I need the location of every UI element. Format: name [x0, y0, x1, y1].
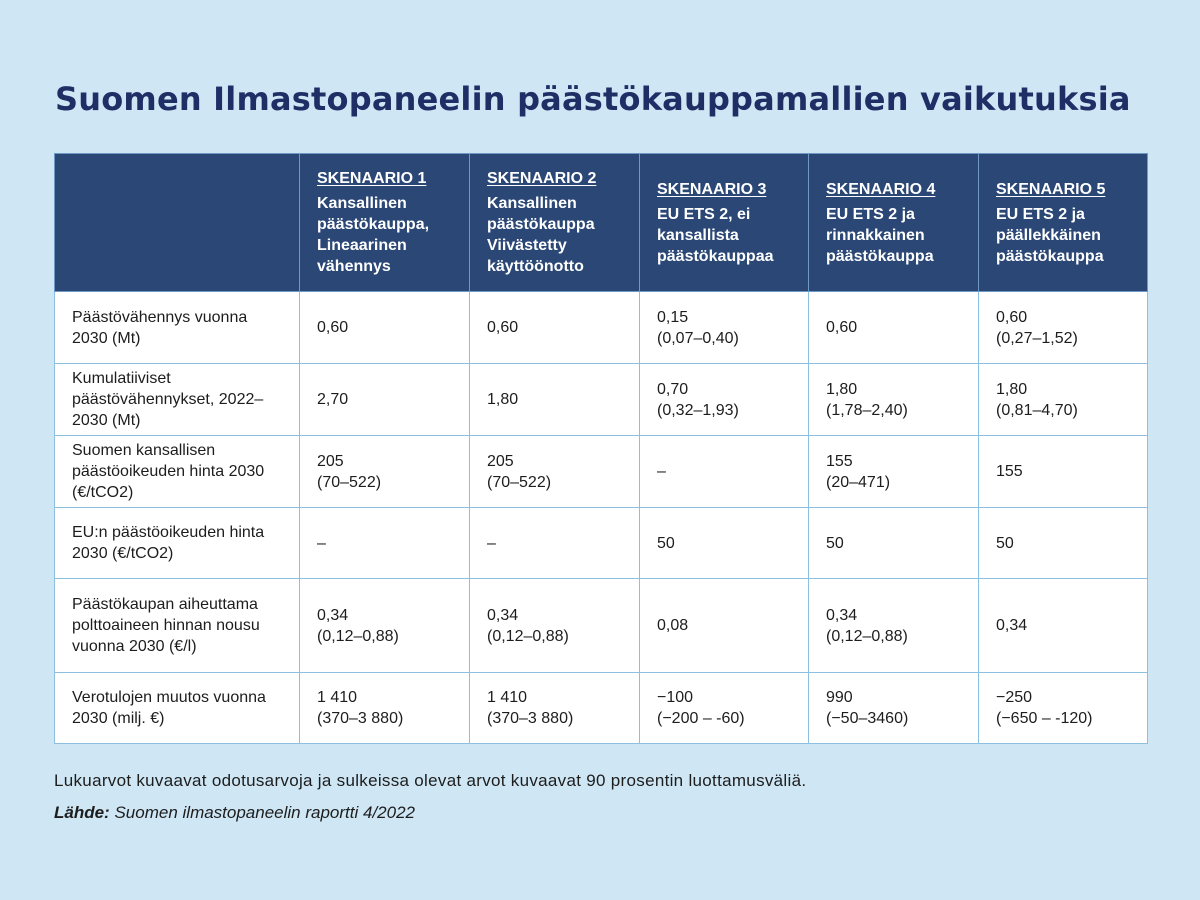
cell-value: 1,80: [487, 391, 519, 408]
cell-range: (70–522): [487, 473, 552, 491]
cell-range: (20–471): [826, 473, 891, 491]
cell-value: 0,60: [996, 308, 1028, 326]
cell-value: –: [657, 463, 666, 480]
table-cell: [640, 436, 809, 508]
cell-value: 0,15: [657, 308, 689, 326]
cell-value: 50: [657, 534, 675, 552]
table-cell: [470, 292, 640, 364]
cell-value: 50: [996, 534, 1014, 552]
table-cell: [809, 579, 979, 673]
cell-value: −100: [657, 689, 694, 706]
cell-value: –: [487, 534, 496, 552]
table-cell: [640, 292, 809, 364]
table-cell: [640, 579, 809, 673]
table-cell: [470, 364, 640, 436]
source-label: Lähde:: [54, 803, 110, 822]
scenario-description: EU ETS 2 ja rinnakkainen päästökauppa: [826, 205, 934, 265]
cell-value: 205: [317, 452, 344, 470]
table-cell: [979, 436, 1148, 508]
table-row: [55, 292, 1148, 364]
table-cell: [979, 579, 1148, 673]
header-scenario-3: [640, 154, 809, 292]
cell-value: 2,70: [317, 391, 349, 408]
page-title: Suomen Ilmastopaneelin päästökauppamallien vaikutuksia: [55, 80, 1131, 118]
cell-value: 0,34: [826, 606, 858, 624]
cell-value: 0,34: [487, 606, 519, 624]
cell-value: 155: [826, 452, 853, 470]
table-cell: [979, 292, 1148, 364]
table-row: [55, 364, 1148, 436]
source-text: Suomen ilmastopaneelin raportti 4/2022: [114, 803, 415, 822]
cell-range: (1,78–2,40): [826, 401, 908, 419]
cell-value: 50: [826, 534, 844, 552]
cell-range: (0,81–4,70): [996, 401, 1078, 419]
table-cell: [979, 673, 1148, 744]
cell-range: (0,12–0,88): [826, 627, 908, 645]
cell-value: 1 410: [487, 689, 528, 706]
cell-value: 1 410: [317, 689, 358, 706]
scenario-label: SKENAARIO 3: [657, 180, 767, 198]
table-cell: [300, 364, 470, 436]
cell-value: 1,80: [826, 380, 858, 398]
cell-value: 0,34: [996, 617, 1028, 634]
table-cell: [300, 436, 470, 508]
cell-value: 0,60: [826, 319, 858, 336]
table-cell: [979, 364, 1148, 436]
cell-value: 0,34: [317, 606, 349, 624]
table-header-row: [55, 154, 1148, 292]
table-cell: [470, 673, 640, 744]
table-cell: [300, 579, 470, 673]
cell-range: (−200 – -60): [657, 710, 745, 727]
table-cell: [809, 292, 979, 364]
scenario-label: SKENAARIO 4: [826, 180, 936, 198]
row-label: Kumulatiiviset päästövähennykset, 2022–2030 (Mt): [55, 364, 300, 436]
cell-value: 0,70: [657, 380, 689, 398]
cell-range: (0,12–0,88): [487, 627, 569, 645]
scenario-table: [54, 153, 1148, 744]
scenario-description: Kansallinen päästökauppa, Lineaarinen vähennys: [317, 195, 430, 275]
footnote: Lukuarvot kuvaavat odotusarvoja ja sulkeissa olevat arvot kuvaavat 90 prosentin luottamusväliä.: [54, 771, 807, 790]
table-cell: [470, 436, 640, 508]
row-label: Päästökaupan aiheuttama polttoaineen hinnan nousu vuonna 2030 (€/l): [55, 579, 300, 673]
table-cell: [470, 508, 640, 579]
table-cell: [809, 673, 979, 744]
row-label: Verotulojen muutos vuonna 2030 (milj. €): [55, 673, 300, 744]
cell-range: (0,27–1,52): [996, 329, 1078, 347]
cell-range: (70–522): [317, 473, 382, 491]
cell-range: (0,07–0,40): [657, 329, 739, 347]
cell-value: 0,60: [487, 319, 519, 336]
cell-range: (370–3 880): [487, 710, 574, 727]
source-note: [54, 803, 415, 823]
header-scenario-2: [470, 154, 640, 292]
table-cell: [640, 508, 809, 579]
table-cell: [300, 673, 470, 744]
scenario-label: SKENAARIO 2: [487, 170, 597, 187]
table-cell: [809, 508, 979, 579]
scenario-label: SKENAARIO 1: [317, 170, 427, 187]
table-cell: [809, 364, 979, 436]
cell-range: (0,32–1,93): [657, 401, 739, 419]
table-cell: [300, 508, 470, 579]
table-row: [55, 508, 1148, 579]
scenario-description: EU ETS 2, ei kansallista päästökauppaa: [657, 205, 774, 265]
table-cell: [809, 436, 979, 508]
header-scenario-1: [300, 154, 470, 292]
cell-value: −250: [996, 689, 1033, 706]
cell-range: (370–3 880): [317, 710, 404, 727]
header-scenario-5: [979, 154, 1148, 292]
table-row: [55, 579, 1148, 673]
cell-value: 990: [826, 689, 853, 706]
table-cell: [979, 508, 1148, 579]
cell-range: (−50–3460): [826, 710, 909, 727]
table-cell: [640, 673, 809, 744]
table-cell: [470, 579, 640, 673]
table-row: [55, 436, 1148, 508]
scenario-description: EU ETS 2 ja päällekkäinen päästökauppa: [996, 205, 1104, 265]
cell-value: –: [317, 534, 326, 552]
cell-range: (−650 – -120): [996, 710, 1093, 727]
header-corner-cell: [55, 154, 300, 292]
row-label: Päästövähennys vuonna 2030 (Mt): [55, 292, 300, 364]
row-label: EU:n päästöoikeuden hinta 2030 (€/tCO2): [55, 508, 300, 579]
cell-value: 155: [996, 463, 1023, 480]
scenario-description: Kansallinen päästökauppa Viivästetty käyttöönotto: [487, 195, 595, 275]
header-scenario-4: [809, 154, 979, 292]
cell-value: 205: [487, 452, 514, 470]
cell-value: 0,60: [317, 319, 349, 336]
row-label: Suomen kansallisen päästöoikeuden hinta 2030 (€/tCO2): [55, 436, 300, 508]
table-cell: [300, 292, 470, 364]
cell-value: 0,08: [657, 617, 689, 634]
cell-range: (0,12–0,88): [317, 627, 399, 645]
table-cell: [640, 364, 809, 436]
cell-value: 1,80: [996, 380, 1028, 398]
scenario-label: SKENAARIO 5: [996, 180, 1106, 198]
table-row: [55, 673, 1148, 744]
